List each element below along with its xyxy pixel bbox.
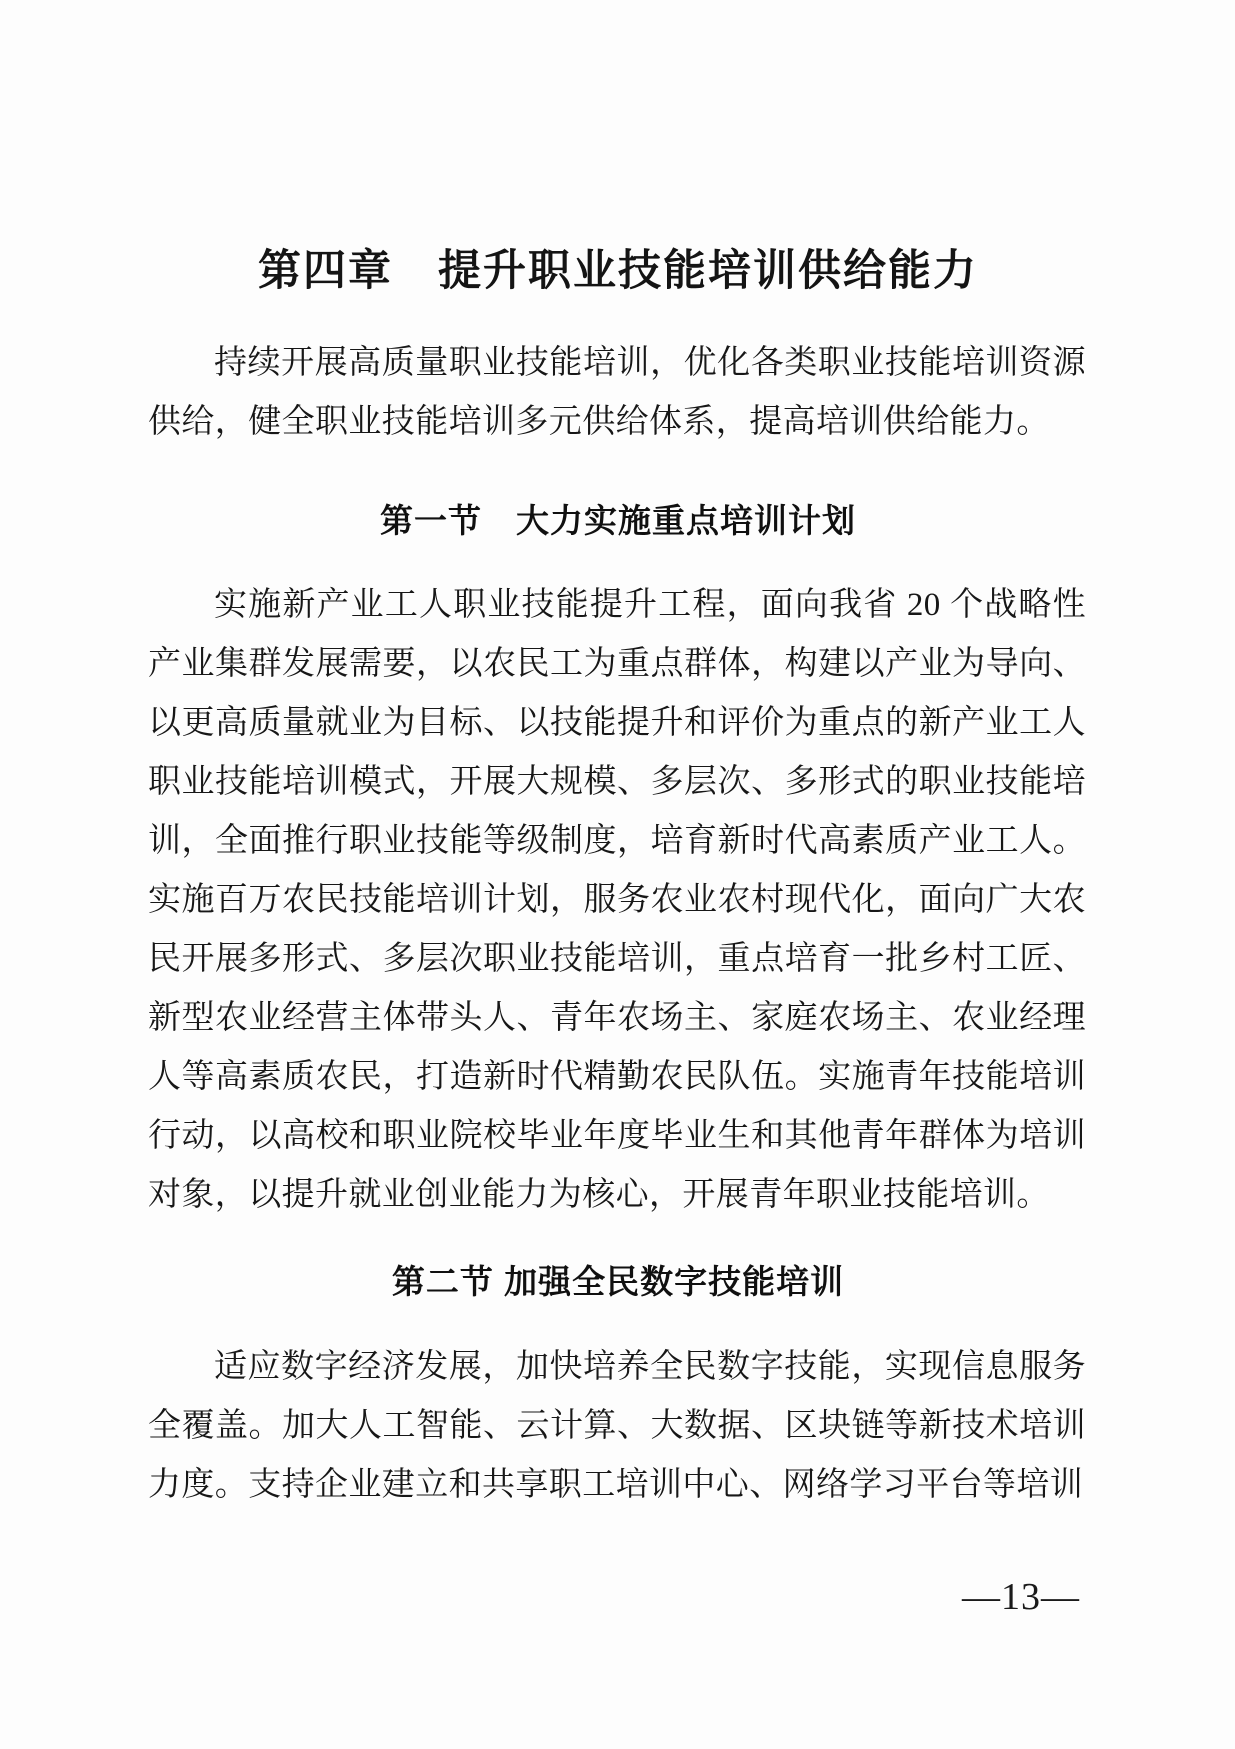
page-number: —13— bbox=[962, 1576, 1080, 1618]
section-2-paragraph: 适应数字经济发展，加快培养全民数字技能，实现信息服务全覆盖。加大人工智能、云计算、大数据、区块链等新技术培训力度。支持企业建立和共享职工培训中心、网络学习平台等培训 bbox=[148, 1349, 1086, 1503]
section-1-paragraph: 实施新产业工人职业技能提升工程，面向我省 20 个战略性产业集群发展需要，以农民工为重点群体，构建以产业为导向、以更高质量就业为目标、以技能提升和评价为重点的新产业工人职业技能培训模式，开展大规模、多层次、多形式的职业技能培训，全面推行职业技能等级制度，培育新时代高素质产业工人。实施百万农民技能培训计划，服务农业农村现代化，面向广大农民开展多形式、多层次职业技能培训，重点培育一批乡村工匠、新型农业经营主体带头人、青年农场主、家庭农场主、农业经理人等高素质农民，打造新时代精勤农民队伍。实施青年技能培训行动，以高校和职业院校毕业年度毕业生和其他青年群体为培训对象，以提升就业创业能力为核心，开展青年职业技能培训。 bbox=[148, 587, 1086, 1213]
chapter-heading: 第四章 提升职业技能培训供给能力 bbox=[258, 248, 978, 295]
intro-paragraph: 持续开展高质量职业技能培训，优化各类职业技能培训资源供给，健全职业技能培训多元供给体系，提高培训供给能力。 bbox=[148, 345, 1086, 440]
section-1-heading: 第一节 大力实施重点培训计划 bbox=[380, 502, 856, 539]
section-2-heading: 第二节 加强全民数字技能培训 bbox=[391, 1263, 845, 1300]
